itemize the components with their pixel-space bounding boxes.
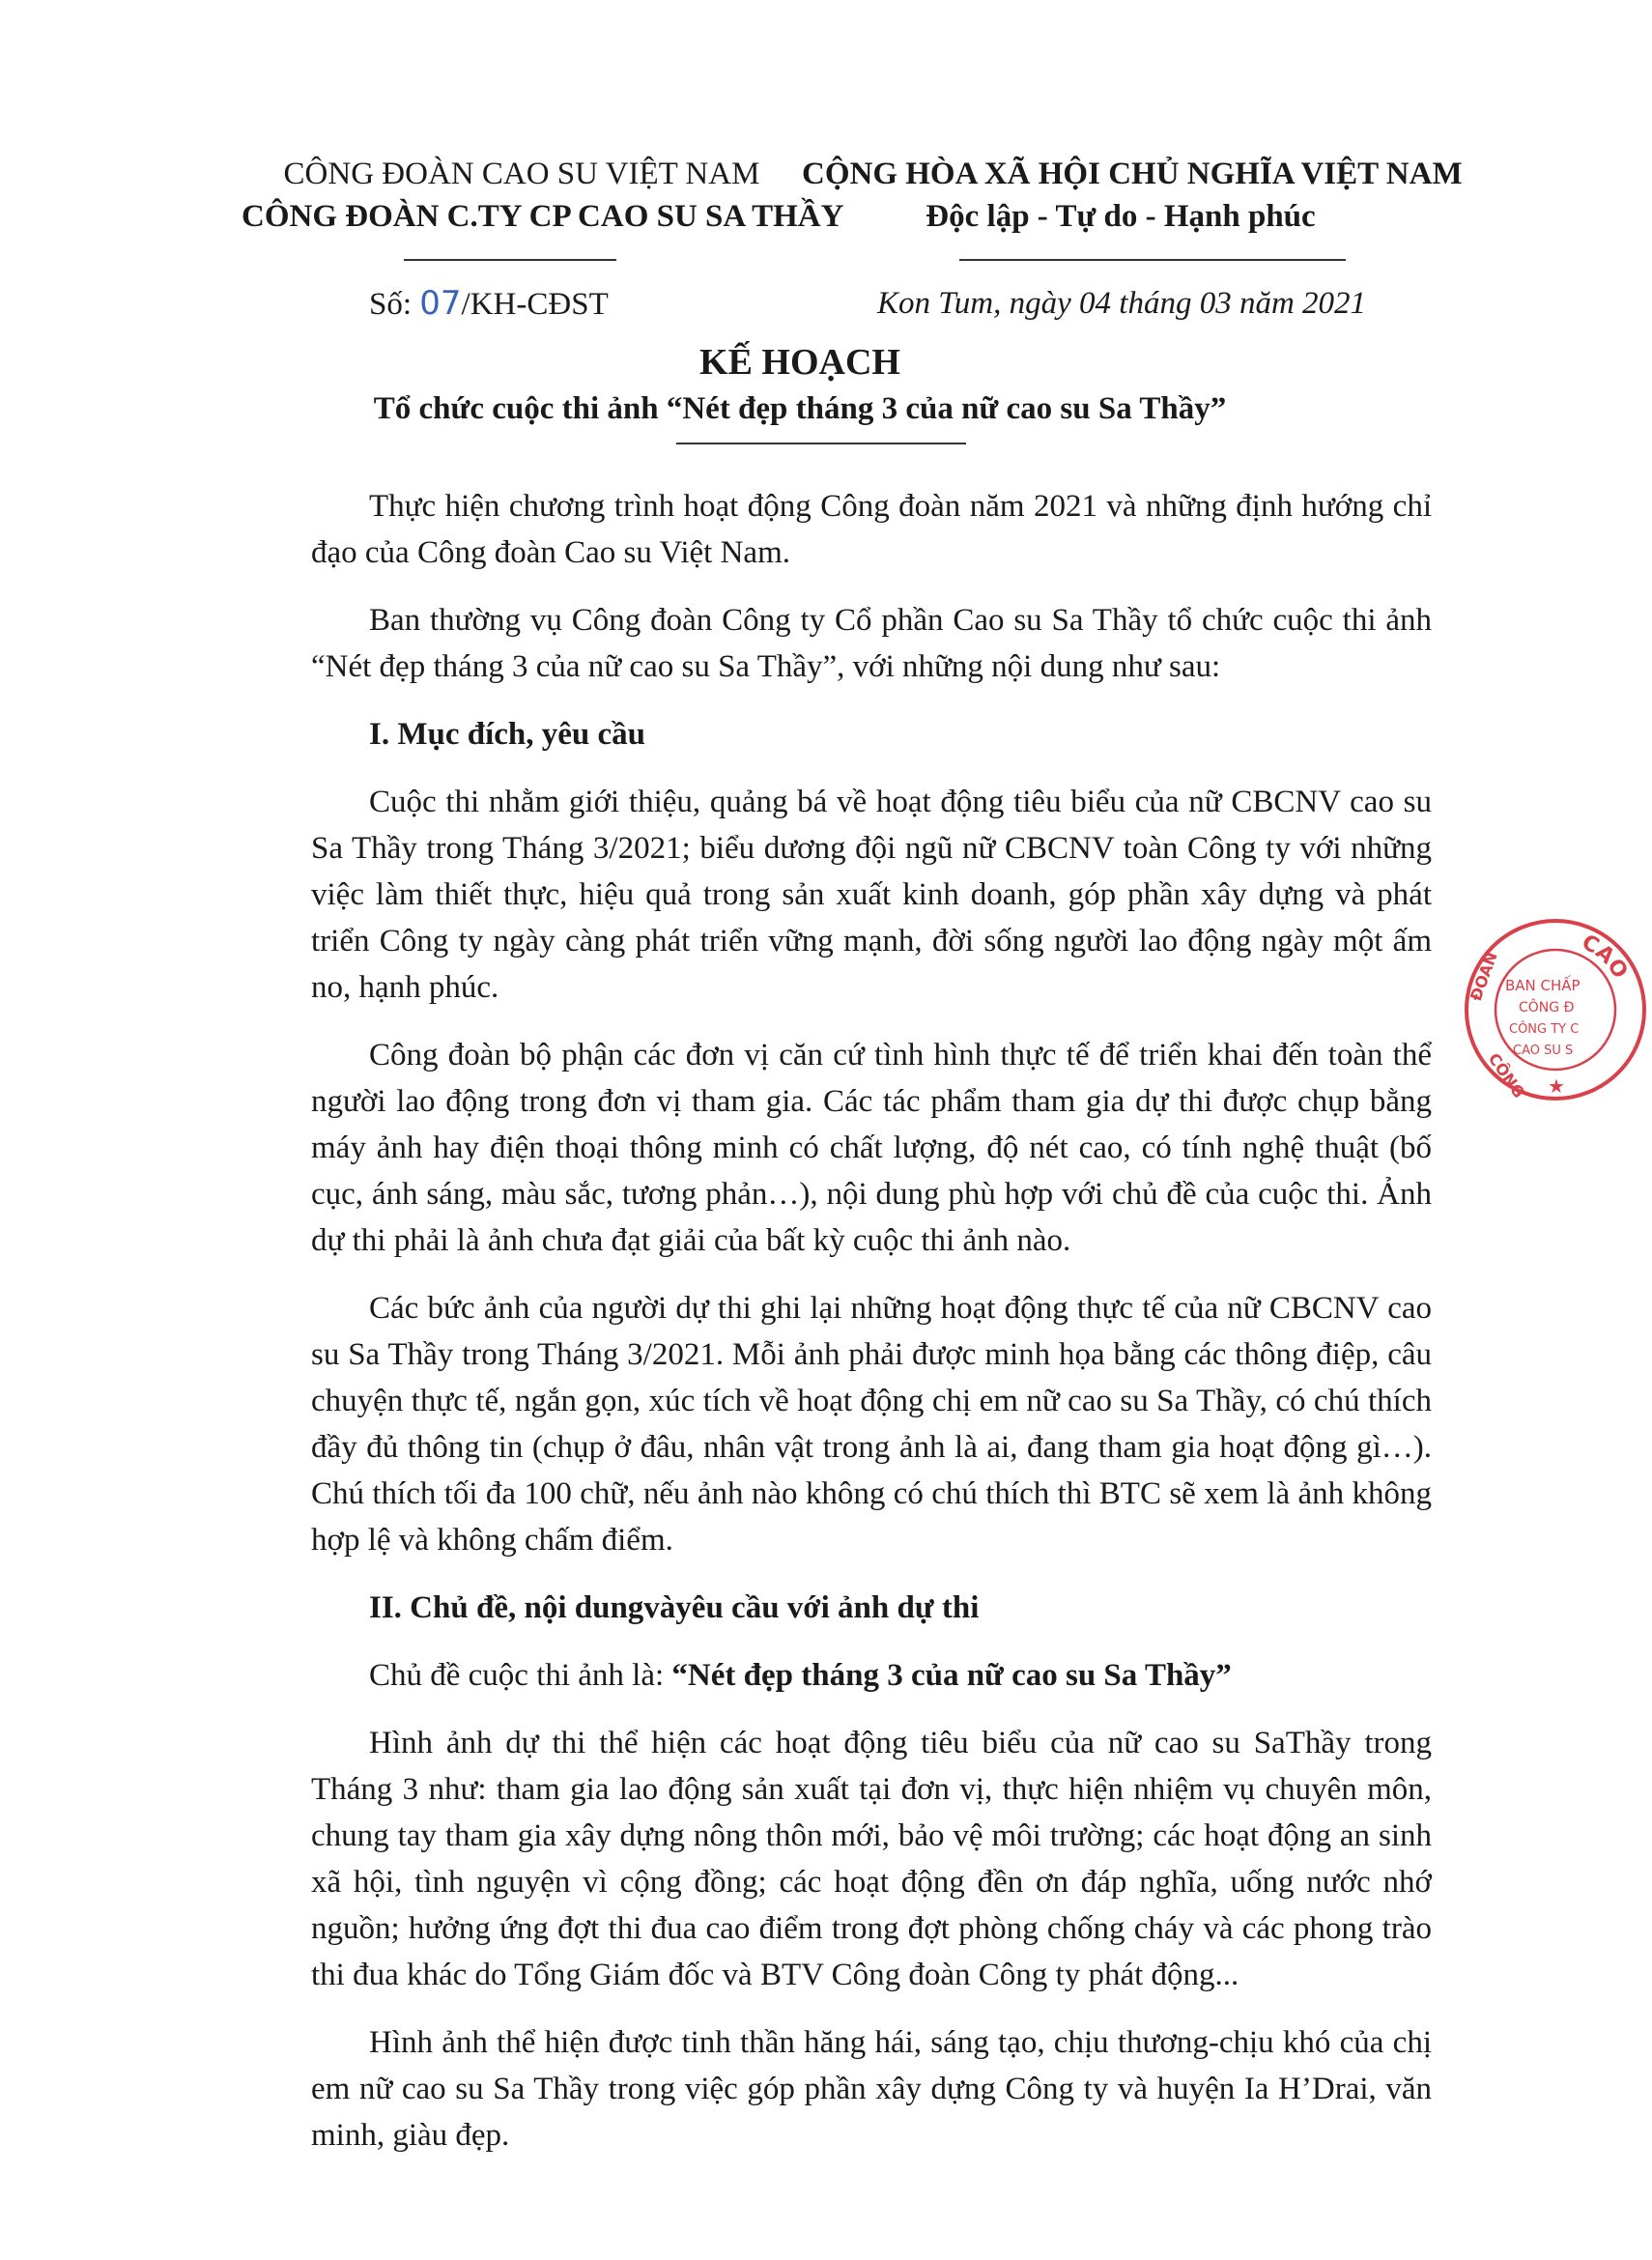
- number-prefix: Số:: [369, 287, 420, 322]
- title-underline: [676, 443, 966, 444]
- document-number: [369, 282, 609, 326]
- paragraph-3: Cuộc thi nhằm giới thiệu, quảng bá về hoạt động tiêu biểu của nữ CBCNV cao su Sa Thầy trong Tháng 3/2021; biểu dương đội ngũ nữ CBCNV toàn Công ty với những việc làm thiết thực, hiệu quả trong sản xuất kinh doanh, góp phần xây dựng và phát triển Công ty ngày càng phát triển vững mạnh, đời sống người lao động ngày một ấm no, hạnh phúc.: [311, 785, 1432, 1005]
- number-handwritten: 07: [419, 284, 462, 323]
- section-heading-2: II. Chủ đề, nội dungvàyêu cầu với ảnh dự thi: [369, 1590, 980, 1625]
- paragraph-7: Hình ảnh dự thi thể hiện các hoạt động tiêu biểu của nữ cao su SaThầy trong Tháng 3 như: tham gia lao động sản xuất tại đơn vị, thực hiện nhiệm vụ chuyên môn, chung tay tham gia xây dựng nông thôn mới, bảo vệ môi trường; các hoạt động an sinh xã hội, tình nguyện vì cộng đồng; các hoạt động đền ơn đáp nghĩa, uống nước nhớ nguồn; hưởng ứng đợt thi đua cao điểm trong đợt phòng chống cháy và các phong trào thi đua khác do Tổng Giám đốc và BTV Công đoàn Công ty phát động...: [311, 1726, 1432, 1992]
- stamp-line-4: CAO SU S: [1513, 1044, 1574, 1058]
- header-left-line1: CÔNG ĐOÀN CAO SU VIỆT NAM: [283, 157, 760, 191]
- header-left-underline: [404, 259, 616, 261]
- number-suffix: /KH-CĐST: [461, 287, 609, 322]
- stamp-star-icon: ★: [1548, 1074, 1565, 1098]
- official-seal-stamp: [1459, 913, 1652, 1106]
- theme-title: “Nét đẹp tháng 3 của nữ cao su Sa Thầy”: [671, 1658, 1232, 1693]
- header-right: [802, 153, 1463, 238]
- paragraph-1: Thực hiện chương trình hoạt động Công đoàn năm 2021 và những định hướng chỉ đạo của Công đoàn Cao su Việt Nam.: [311, 489, 1432, 570]
- header-left-line2: CÔNG ĐOÀN C.TY CP CAO SU SA THẦY: [242, 199, 844, 234]
- document-date: Kon Tum, ngày 04 tháng 03 năm 2021: [877, 286, 1367, 321]
- stamp-line-1: BAN CHẤP: [1505, 977, 1581, 994]
- header-right-underline: [959, 259, 1346, 261]
- paragraph-2: Ban thường vụ Công đoàn Công ty Cổ phần Cao su Sa Thầy tổ chức cuộc thi ảnh “Nét đẹp tháng 3 của nữ cao su Sa Thầy”, với những nội dung như sau:: [311, 603, 1432, 684]
- stamp-line-2: CÔNG Đ: [1519, 1000, 1575, 1016]
- paragraph-8: Hình ảnh thể hiện được tinh thần hăng hái, sáng tạo, chịu thương-chịu khó của chị em nữ cao su Sa Thầy trong việc góp phần xây dựng Công ty và huyện Ia H’Drai, văn minh, giàu đẹp.: [311, 2025, 1432, 2153]
- document-body: [311, 483, 1432, 2180]
- stamp-line-3: CÔNG TY C: [1509, 1022, 1580, 1037]
- paragraph-6: [311, 1652, 1432, 1699]
- stamp-text-top: CAO: [1578, 930, 1633, 984]
- stamp-text-left: ĐOÀN: [1466, 949, 1501, 1004]
- theme-prefix: Chủ đề cuộc thi ảnh là:: [369, 1658, 672, 1693]
- paragraph-4: Công đoàn bộ phận các đơn vị căn cứ tình hình thực tế để triển khai đến toàn thể người lao động trong đơn vị tham gia. Các tác phẩm tham gia dự thi được chụp bằng máy ảnh hay điện thoại thông minh có chất lượng, độ nét cao, có tính nghệ thuật (bố cục, ánh sáng, màu sắc, tương phản…), nội dung phù hợp với chủ đề của cuộc thi. Ảnh dự thi phải là ảnh chưa đạt giải của bất kỳ cuộc thi ảnh nào.: [311, 1038, 1432, 1258]
- paragraph-5: Các bức ảnh của người dự thi ghi lại những hoạt động thực tế của nữ CBCNV cao su Sa Thầy trong Tháng 3/2021. Mỗi ảnh phải được minh họa bằng các thông điệp, câu chuyện thực tế, ngắn gọn, xúc tích về hoạt động chị em nữ cao su Sa Thầy, có chú thích đầy đủ thông tin (chụp ở đâu, nhân vật trong ảnh là ai, đang tham gia hoạt động gì…). Chú thích tối đa 100 chữ, nếu ảnh nào không có chú thích thì BTC sẽ xem là ảnh không hợp lệ và không chấm điểm.: [311, 1291, 1432, 1558]
- header-left: [242, 153, 844, 238]
- document-title: KẾ HOẠCH: [699, 342, 900, 383]
- section-heading-1: I. Mục đích, yêu cầu: [369, 717, 646, 752]
- document-subtitle: Tổ chức cuộc thi ảnh “Nét đẹp tháng 3 của nữ cao su Sa Thầy”: [373, 391, 1227, 426]
- header-right-line1: CỘNG HÒA XÃ HỘI CHỦ NGHĨA VIỆT NAM: [802, 157, 1463, 191]
- stamp-text-bottom: CÔNG: [1484, 1049, 1529, 1101]
- header-right-line2: Độc lập - Tự do - Hạnh phúc: [926, 199, 1316, 234]
